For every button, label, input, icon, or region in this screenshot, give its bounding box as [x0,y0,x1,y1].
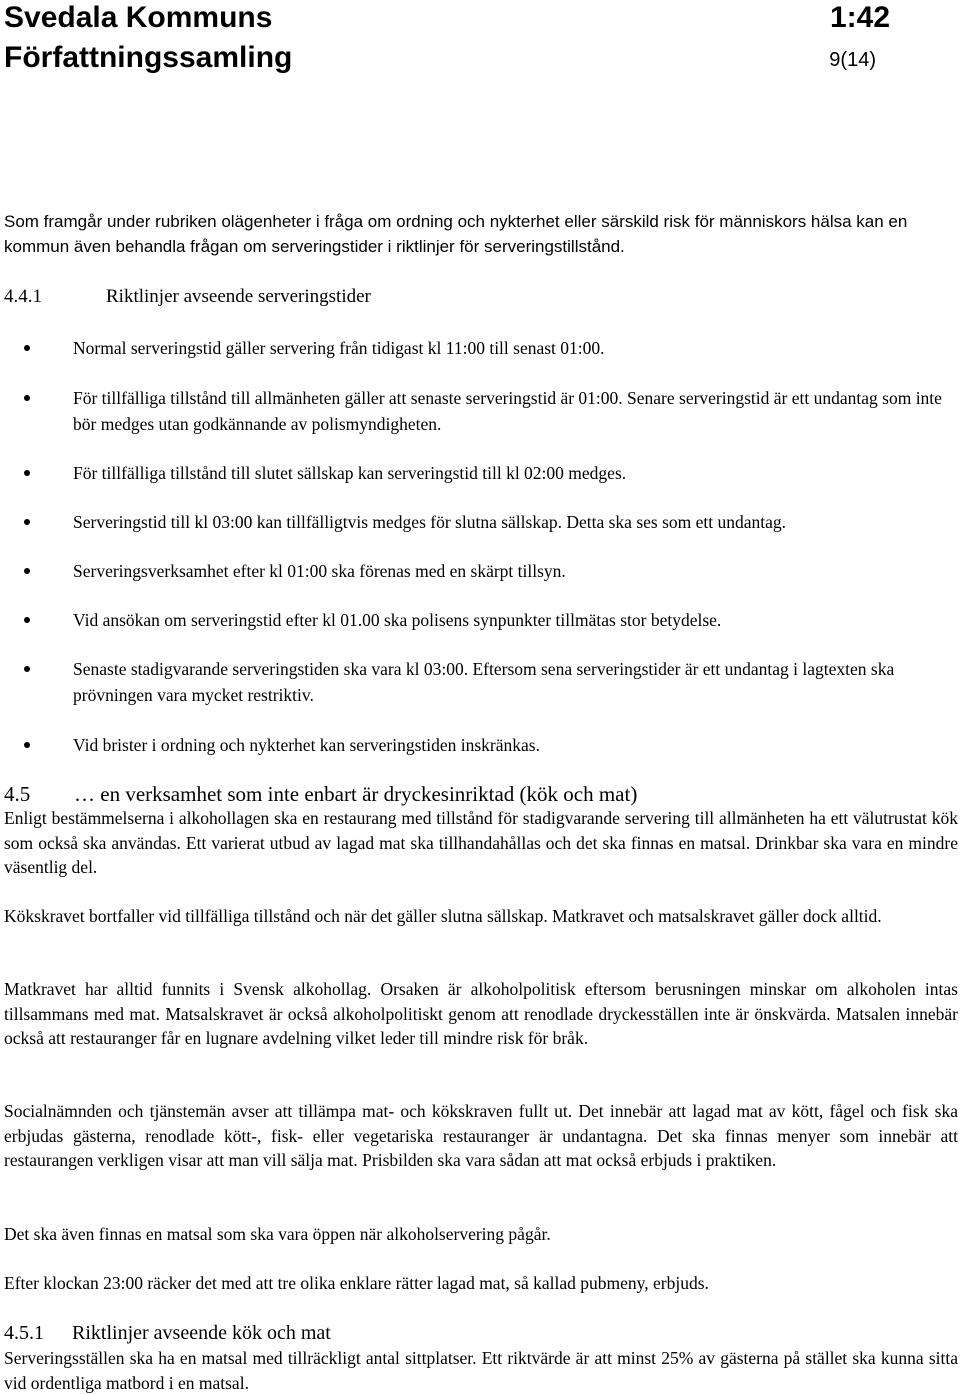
bullet-text: Vid brister i ordning och nykterhet kan serveringstiden inskränkas. [73,735,540,755]
paragraph: Efter klockan 23:00 räcker det med att tre olika enklare rätter lagad mat, så kallad pubmeny, erbjuds. [4,1273,709,1293]
header-doc-number: 1:42 [829,1,890,34]
heading-4-5-1 [4,1320,331,1347]
bullet-text: För tillfälliga tillstånd till slutet sällskap kan serveringstid till kl 02:00 medges. [73,463,627,483]
bullet-icon [24,345,30,351]
heading-number: 4.5.1 [4,1322,44,1344]
bullet-icon [24,470,30,476]
bullet-icon [24,395,30,401]
bullet-icon [24,742,30,748]
heading-number: 4.4.1 [4,286,42,307]
heading-text: Riktlinjer avseende kök och mat [72,1322,331,1344]
heading-4-5 [4,780,637,808]
header-title: Författningssamling [4,41,293,74]
heading-text: Riktlinjer avseende serveringstider [106,286,371,307]
paragraph: Matkravet har alltid funnits i Svensk alkohollag. Orsaken är alkoholpolitisk eftersom berusningen minskar om alkoholen intas tillsammans med mat. Matsalskravet är också alkoholpolitiskt genom att renodlade dryckesställen inte är önskvärda. Matsalen innebär också att restauranger får en lugnare avdelning vilket leder till mindre risk för bråk. [4,979,958,1048]
bullet-text: Serveringstid till kl 03:00 kan tillfälligtvis medges för slutna sällskap. Detta ska ses som ett undantag. [73,512,787,532]
bullet-icon [24,666,30,672]
paragraph: Socialnämnden och tjänstemän avser att tillämpa mat- och kökskraven fullt ut. Det innebär att lagad mat av kött, fågel och fisk ska erbjudas gästerna, renodlade kött-, fisk- eller vegetariska restauranger är undantagna. Det ska finnas menyer som innebär att restaurangen verkligen visar att man vill sälja mat. Prisbilden ska vara sådan att mat också erbjuds i praktiken. [4,1101,958,1170]
bullet-text: Vid ansökan om serveringstid efter kl 01.00 ska polisens synpunkter tillmätas stor betydelse. [73,610,722,630]
bullet-text: Senaste stadigvarande serveringstiden ska vara kl 03:00. Eftersom sena serveringstider är ett undantag i lagtexten ska prövningen vara mycket restriktiv. [73,659,895,705]
bullet-icon [24,519,30,525]
bullet-text: Normal serveringstid gäller servering från tidigast kl 11:00 till senast 01:00. [73,338,605,358]
heading-text: … en verksamhet som inte enbart är dryckesinriktad (kök och mat) [74,782,638,806]
paragraph: Det ska även finnas en matsal som ska vara öppen när alkoholservering pågår. [4,1224,551,1244]
bullet-text: Serveringsverksamhet efter kl 01:00 ska förenas med en skärpt tillsyn. [73,561,566,581]
paragraph: Kökskravet bortfaller vid tillfälliga tillstånd och när det gäller slutna sällskap. Matkravet och matsalskravet gäller dock alltid. [4,906,882,926]
heading-number: 4.5 [4,782,31,806]
paragraph: Serveringsställen ska ha en matsal med tillräckligt antal sittplatser. Ett riktvärde är att minst 25% av gästerna på stället ska kunna sitta vid ordentliga matbord i en matsal. [4,1348,958,1393]
intro-paragraph: Som framgår under rubriken olägenheter i fråga om ordning och nykterhet eller särskild risk för människors hälsa kan en kommun även behandla frågan om serveringstider i riktlinjer för serveringstillstånd. [4,212,908,256]
bullet-icon [24,568,30,574]
bullet-icon [24,617,30,623]
header-page-number: 9(14) [829,49,876,71]
header-org: Svedala Kommuns [4,1,273,34]
bullet-text: För tillfälliga tillstånd till allmänheten gäller att senaste serveringstid är 01:00. Senare serveringstid är ett undantag som inte bör medges utan godkännande av polismyndigheten. [73,388,942,434]
heading-4-4-1 [4,284,371,310]
paragraph: Enligt bestämmelserna i alkohollagen ska en restaurang med tillstånd för stadigvarande servering till allmänheten ha ett välutrustat kök som också ska användas. Ett varierat utbud av lagad mat ska tillhandahållas och det ska finnas en matsal. Drinkbar ska vara en mindre väsentlig del. [4,808,958,877]
